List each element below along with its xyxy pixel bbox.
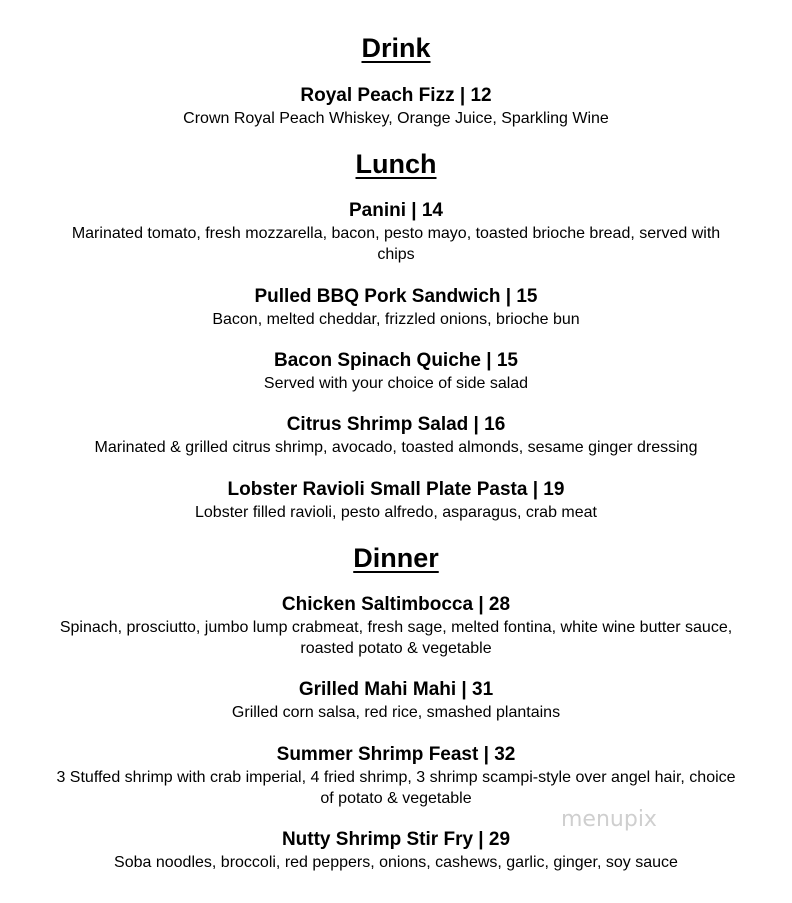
- item-description: Marinated tomato, fresh mozzarella, bacon, pesto mayo, toasted brioche bread, served with chips: [71, 225, 721, 263]
- item-name: Lobster Ravioli Small Plate Pasta | 19: [227, 479, 565, 500]
- item-name: Citrus Shrimp Salad | 16: [286, 414, 506, 435]
- watermark-logo: menupix: [561, 807, 657, 832]
- item-name: Grilled Mahi Mahi | 31: [298, 679, 494, 700]
- menu-item: [40, 285, 752, 330]
- section-title-lunch: Lunch: [355, 149, 437, 179]
- menu-item: [40, 678, 752, 723]
- item-name: Pulled BBQ Pork Sandwich | 15: [254, 286, 538, 307]
- item-description: Marinated & grilled citrus shrimp, avocado, toasted almonds, sesame ginger dressing: [94, 439, 698, 456]
- item-description: Crown Royal Peach Whiskey, Orange Juice, Sparkling Wine: [183, 110, 609, 127]
- item-description: Lobster filled ravioli, pesto alfredo, asparagus, crab meat: [195, 504, 597, 521]
- item-description: Spinach, prosciutto, jumbo lump crabmeat, fresh sage, melted fontina, white wine butter sauce, roasted potato & vegetable: [59, 619, 733, 657]
- item-description: 3 Stuffed shrimp with crab imperial, 4 fried shrimp, 3 shrimp scampi-style over angel hair, choice of potato & vegetable: [56, 769, 736, 807]
- item-description: Grilled corn salsa, red rice, smashed plantains: [231, 704, 561, 721]
- menu-item: [40, 478, 752, 523]
- section-title-dinner: Dinner: [353, 543, 439, 573]
- item-name: Summer Shrimp Feast | 32: [276, 744, 516, 765]
- menu-item: [40, 743, 752, 809]
- item-description: Served with your choice of side salad: [263, 375, 529, 392]
- item-name: Royal Peach Fizz | 12: [300, 85, 492, 106]
- menu-item: [40, 349, 752, 394]
- section-title-drink: Drink: [361, 33, 431, 63]
- item-name: Bacon Spinach Quiche | 15: [274, 350, 518, 371]
- menu-item: [40, 84, 752, 129]
- item-description: Bacon, melted cheddar, frizzled onions, brioche bun: [212, 311, 580, 328]
- item-name: Panini | 14: [348, 200, 444, 221]
- item-name: Nutty Shrimp Stir Fry | 29: [281, 829, 511, 850]
- menu-item: [40, 593, 752, 659]
- item-name: Chicken Saltimbocca | 28: [281, 594, 511, 615]
- menu-item: [40, 828, 752, 873]
- menu-item: [40, 413, 752, 458]
- item-description: Soba noodles, broccoli, red peppers, onions, cashews, garlic, ginger, soy sauce: [114, 854, 678, 871]
- menu-item: [40, 199, 752, 265]
